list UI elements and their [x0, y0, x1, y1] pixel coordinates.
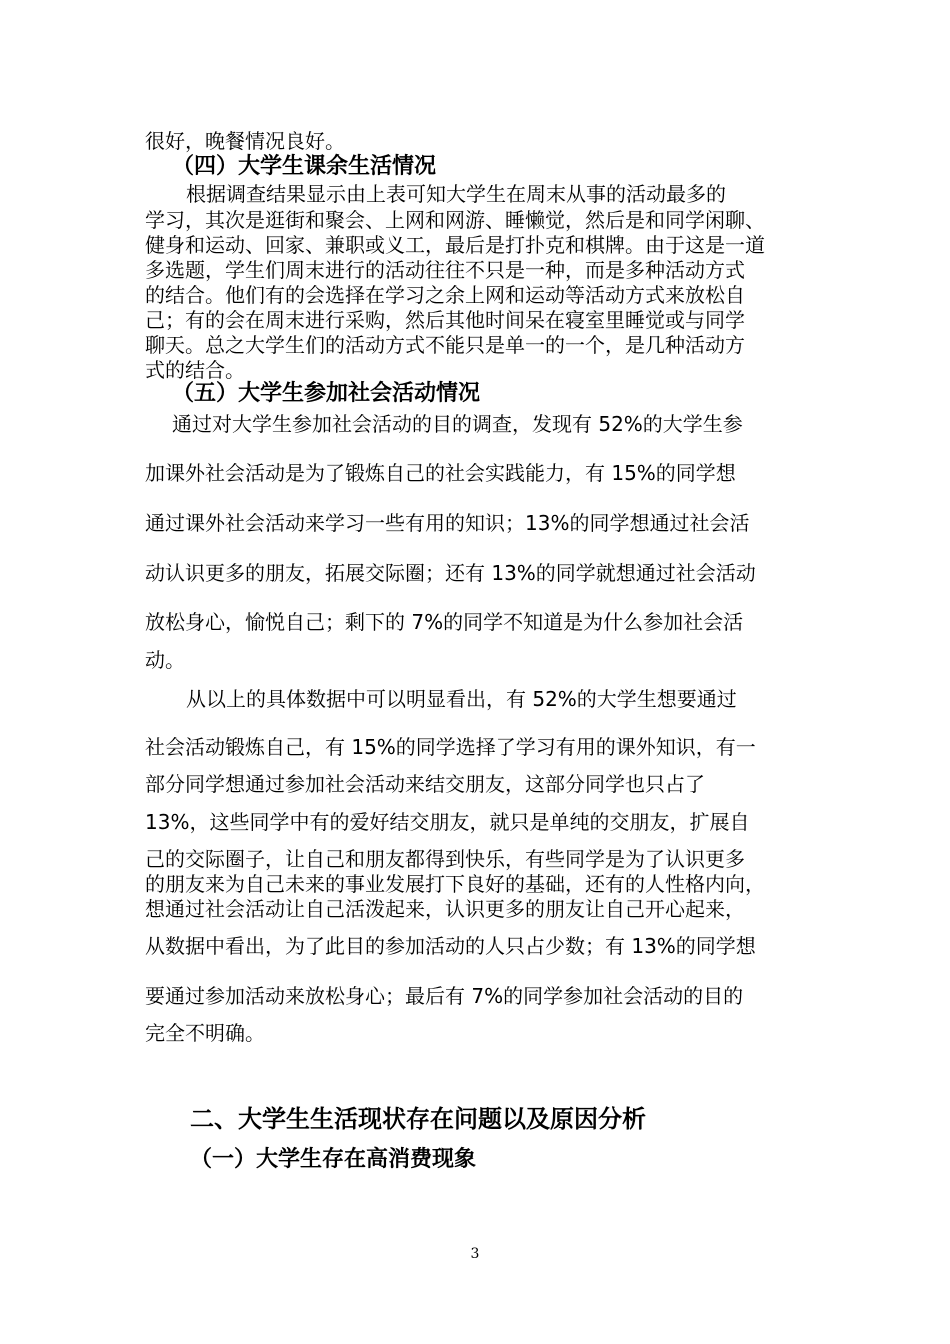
text-line: 动认识更多的朋友，拓展交际圈；还有 13%的同学就想通过社会活动 [145, 561, 756, 585]
text-line: 要通过参加活动来放松身心；最后有 7%的同学参加社会活动的目的 [145, 984, 744, 1008]
text-line: 多选题，学生们周末进行的活动往往不只是一种，而是多种活动方式 [145, 258, 745, 282]
text-line: 聊天。总之大学生们的活动方式不能只是单一的一个，是几种活动方 [145, 333, 745, 357]
text-line: 很好，晚餐情况良好。 [145, 129, 345, 153]
page-number: 3 [470, 1246, 480, 1262]
text-line: 通过课外社会活动来学习一些有用的知识；13%的同学想通过社会活 [145, 511, 750, 535]
text-line: 的朋友来为自己未来的事业发展打下良好的基础，还有的人性格内向， [145, 872, 765, 896]
text-line: 社会活动锻炼自己，有 15%的同学选择了学习有用的课外知识，有一 [145, 735, 756, 759]
chapter-heading: 二、大学生生活现状存在问题以及原因分析 [190, 1105, 646, 1133]
text-line: 己的交际圈子，让自己和朋友都得到快乐，有些同学是为了认识更多 [145, 847, 745, 871]
text-line: 从数据中看出，为了此目的参加活动的人只占少数；有 13%的同学想 [145, 934, 756, 958]
text-line: 动。 [145, 648, 185, 672]
text-line: 13%，这些同学中有的爱好结交朋友，就只是单纯的交朋友，扩展自 [145, 810, 750, 834]
text-line: 健身和运动、回家、兼职或义工，最后是打扑克和棋牌。由于这是一道 [145, 233, 765, 257]
text-line: 想通过社会活动让自己活泼起来，认识更多的朋友让自己开心起来， [145, 897, 745, 921]
text-line: 式的结合。 [145, 358, 245, 382]
section-heading: （四）大学生课余生活情况 [172, 154, 437, 179]
text-line: 己；有的会在周末进行采购，然后其他时间呆在寝室里睡觉或与同学 [145, 308, 745, 332]
text-line: 部分同学想通过参加社会活动来结交朋友，这部分同学也只占了 [145, 772, 705, 796]
text-line: 加课外社会活动是为了锻炼自己的社会实践能力，有 15%的同学想 [145, 461, 736, 485]
text-line: 从以上的具体数据中可以明显看出，有 52%的大学生想要通过 [186, 687, 737, 711]
section-heading: （五）大学生参加社会活动情况 [172, 381, 481, 406]
text-line: 学习，其次是逛街和聚会、上网和网游、睡懒觉，然后是和同学闲聊、 [145, 208, 765, 232]
text-line: 完全不明确。 [145, 1021, 265, 1045]
section-heading: （一）大学生存在高消费现象 [190, 1147, 477, 1172]
text-line: 根据调查结果显示由上表可知大学生在周末从事的活动最多的 [186, 182, 726, 206]
text-line: 通过对大学生参加社会活动的目的调查，发现有 52%的大学生参 [172, 412, 743, 436]
text-line: 的结合。他们有的会选择在学习之余上网和运动等活动方式来放松自 [145, 283, 745, 307]
text-line: 放松身心，愉悦自己；剩下的 7%的同学不知道是为什么参加社会活 [145, 610, 744, 634]
